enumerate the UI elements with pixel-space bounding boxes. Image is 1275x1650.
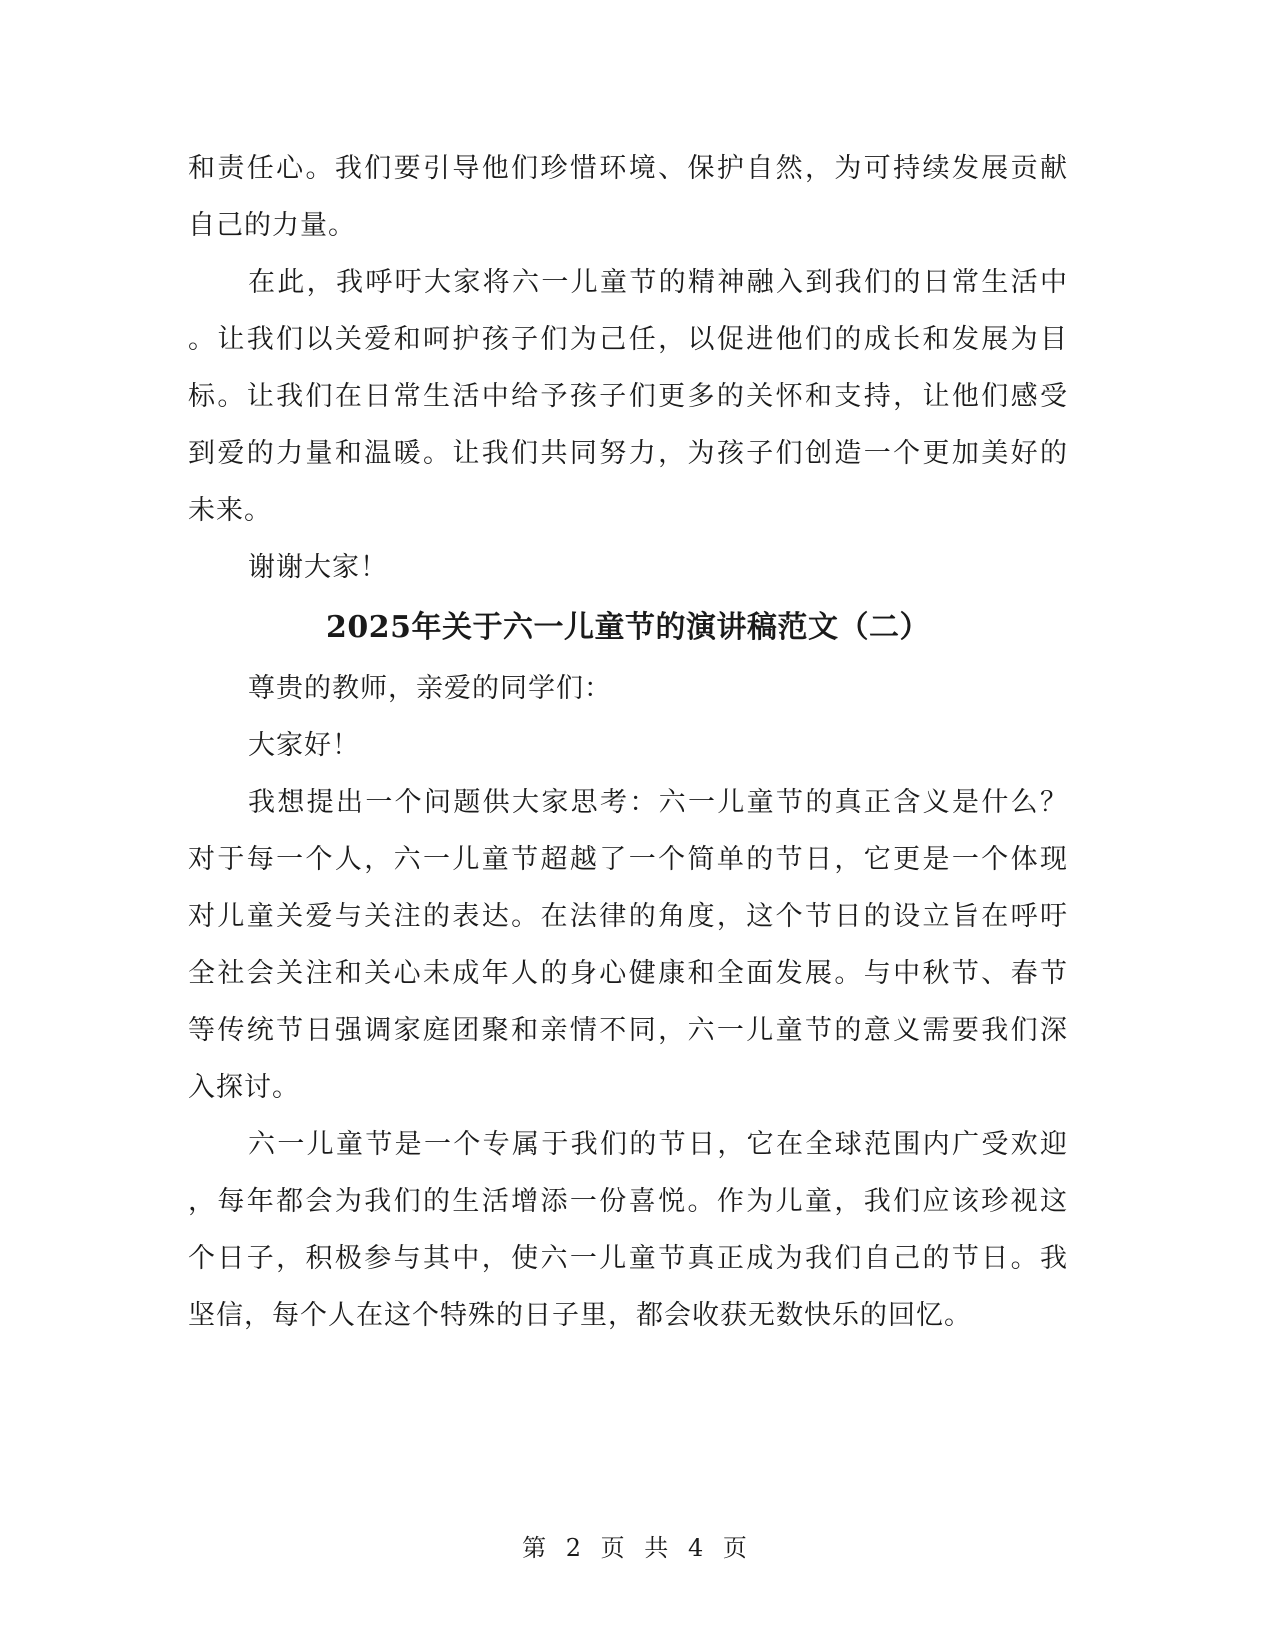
section-title: 2025年关于六一儿童节的演讲稿范文（二） [326,610,930,645]
text-line: 未来。 [188,495,272,526]
text-line: 到爱的力量和温暖。让我们共同努力，为孩子们创造一个更加美好的 [188,438,1068,469]
thanks-line: 谢谢大家！ [248,552,388,583]
text-line: 全社会关注和关心未成年人的身心健康和全面发展。与中秋节、春节 [188,958,1068,989]
text-line: 标。让我们在日常生活中给予孩子们更多的关怀和支持，让他们感受 [188,381,1068,412]
text-line: 坚信，每个人在这个特殊的日子里，都会收获无数快乐的回忆。 [188,1300,972,1331]
text-line: 入探讨。 [188,1072,300,1103]
text-line: 六一儿童节是一个专属于我们的节日，它在全球范围内广受欢迎 [248,1129,1068,1160]
page-number-footer: 第 2 页 共 4 页 [522,1534,753,1562]
paragraph-festival [188,1116,1068,1344]
text-line: 自己的力量。 [188,210,356,241]
text-line: 在此，我呼吁大家将六一儿童节的精神融入到我们的日常生活中 [248,267,1068,298]
text-line: 。让我们以关爱和呵护孩子们为己任，以促进他们的成长和发展为目 [188,324,1068,355]
document-body [188,140,1068,1344]
salutation-line: 尊贵的教师，亲爱的同学们： [248,673,612,704]
paragraph-question [188,774,1068,1116]
text-line: 等传统节日强调家庭团聚和亲情不同，六一儿童节的意义需要我们深 [188,1015,1068,1046]
greeting-line: 大家好！ [248,730,360,761]
text-line: 我想提出一个问题供大家思考：六一儿童节的真正含义是什么？ [248,787,1068,818]
text-line: ，每年都会为我们的生活增添一份喜悦。作为儿童，我们应该珍视这 [188,1186,1068,1217]
text-line: 对儿童关爱与关注的表达。在法律的角度，这个节日的设立旨在呼吁 [188,901,1068,932]
paragraph-appeal [188,254,1068,539]
paragraph-continuation [188,140,1068,254]
text-line: 个日子，积极参与其中，使六一儿童节真正成为我们自己的节日。我 [188,1243,1068,1274]
text-line: 对于每一个人，六一儿童节超越了一个简单的节日，它更是一个体现 [188,844,1068,875]
text-line: 和责任心。我们要引导他们珍惜环境、保护自然，为可持续发展贡献 [188,153,1068,184]
